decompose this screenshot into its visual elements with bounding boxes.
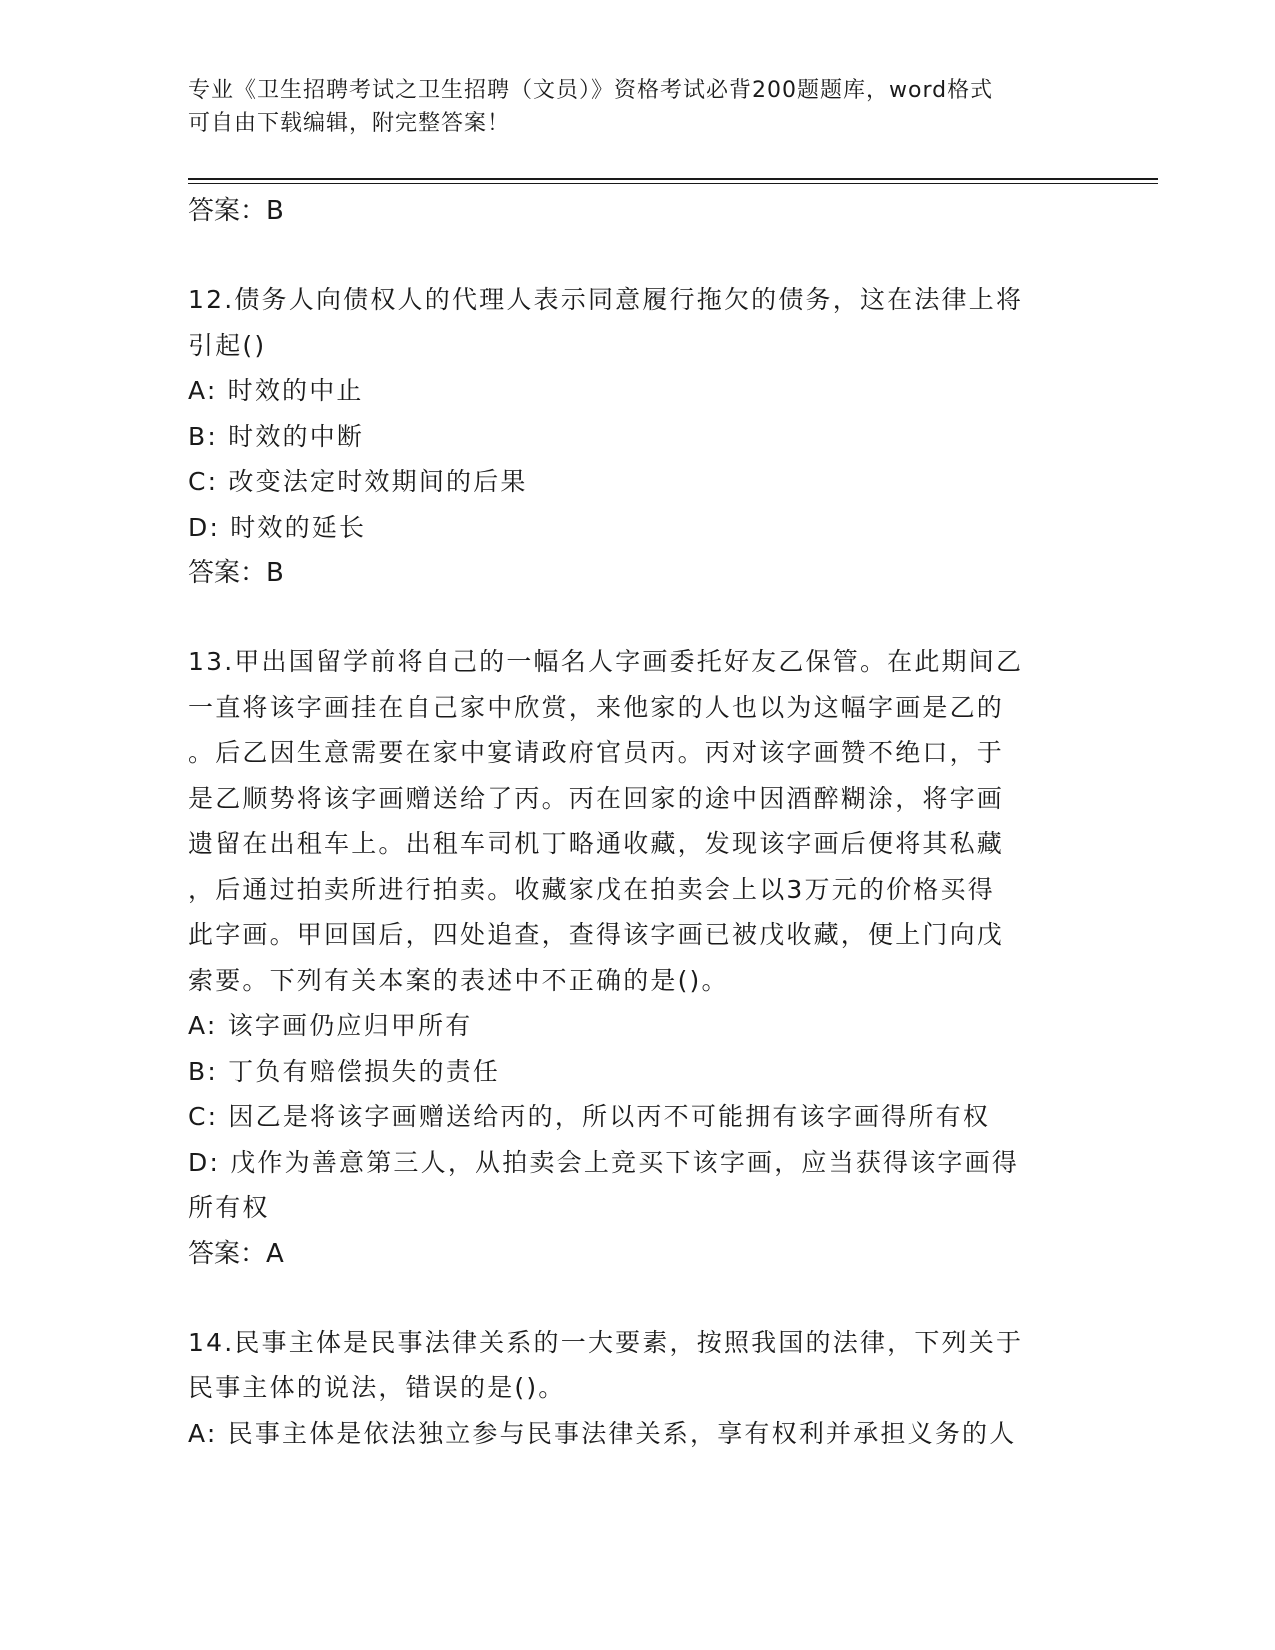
option-d-continued: 所有权 xyxy=(188,1193,270,1222)
question-stem-line: 12.债务人向债权人的代理人表示同意履行拖欠的债务，这在法律上将 xyxy=(188,285,1024,314)
answer-line: 答案：A xyxy=(188,1238,284,1269)
question-stem-line: 14.民事主体是民事法律关系的一大要素，按照我国的法律，下列关于 xyxy=(188,1327,1024,1357)
question-14 xyxy=(188,1320,1088,1457)
question-13 xyxy=(188,639,1088,1277)
question-stem-line: 遗留在出租车上。出租车司机丁略通收藏，发现该字画后便将其私藏 xyxy=(188,829,1005,858)
question-12 xyxy=(188,277,1088,596)
header-line-1: 专业《卫生招聘考试之卫生招聘（文员）》资格考试必背200题题库，word格式 xyxy=(188,78,994,103)
question-stem-line: ，后通过拍卖所进行拍卖。收藏家戊在拍卖会上以3万元的价格买得 xyxy=(188,874,995,904)
question-stem-line: 此字画。甲回国后，四处追查，查得该字画已被戊收藏，便上门向戊 xyxy=(188,920,1005,949)
question-stem-line: 引起() xyxy=(188,330,267,360)
question-stem-line: 。后乙因生意需要在家中宴请政府官员丙。丙对该字画赞不绝口，于 xyxy=(188,738,1005,767)
option-d: D: 戊作为善意第三人，从拍卖会上竞买下该字画，应当获得该字画得 xyxy=(188,1147,1020,1177)
answer-line: 答案：B xyxy=(188,558,284,588)
question-stem-line: 民事主体的说法，错误的是()。 xyxy=(188,1373,566,1402)
header-line-2: 可自由下载编辑，附完整答案！ xyxy=(188,111,511,136)
question-stem-line: 一直将该字画挂在自己家中欣赏，来他家的人也以为这幅字画是乙的 xyxy=(188,692,1005,722)
option-a: A: 时效的中止 xyxy=(188,376,364,405)
document-body xyxy=(188,188,1088,1456)
previous-answer: 答案：B xyxy=(188,196,284,226)
question-stem-line: 是乙顺势将该字画赠送给了丙。丙在回家的途中因酒醉糊涂，将字画 xyxy=(188,783,1005,813)
option-a: A: 民事主体是依法独立参与民事法律关系，享有权利并承担义务的人 xyxy=(188,1418,1017,1448)
document-header xyxy=(188,74,1088,140)
option-c: C: 改变法定时效期间的后果 xyxy=(188,467,528,496)
question-stem-line: 索要。下列有关本案的表述中不正确的是()。 xyxy=(188,965,729,995)
header-rule-thin xyxy=(188,183,1158,184)
header-rule-thick xyxy=(188,178,1158,180)
option-b: B: 丁负有赔偿损失的责任 xyxy=(188,1056,501,1086)
option-d: D: 时效的延长 xyxy=(188,512,367,542)
question-stem-line: 13.甲出国留学前将自己的一幅名人字画委托好友乙保管。在此期间乙 xyxy=(188,647,1024,676)
option-a: A: 该字画仍应归甲所有 xyxy=(188,1011,473,1040)
option-b: B: 时效的中断 xyxy=(188,421,365,451)
option-c: C: 因乙是将该字画赠送给丙的，所以丙不可能拥有该字画得所有权 xyxy=(188,1102,991,1131)
